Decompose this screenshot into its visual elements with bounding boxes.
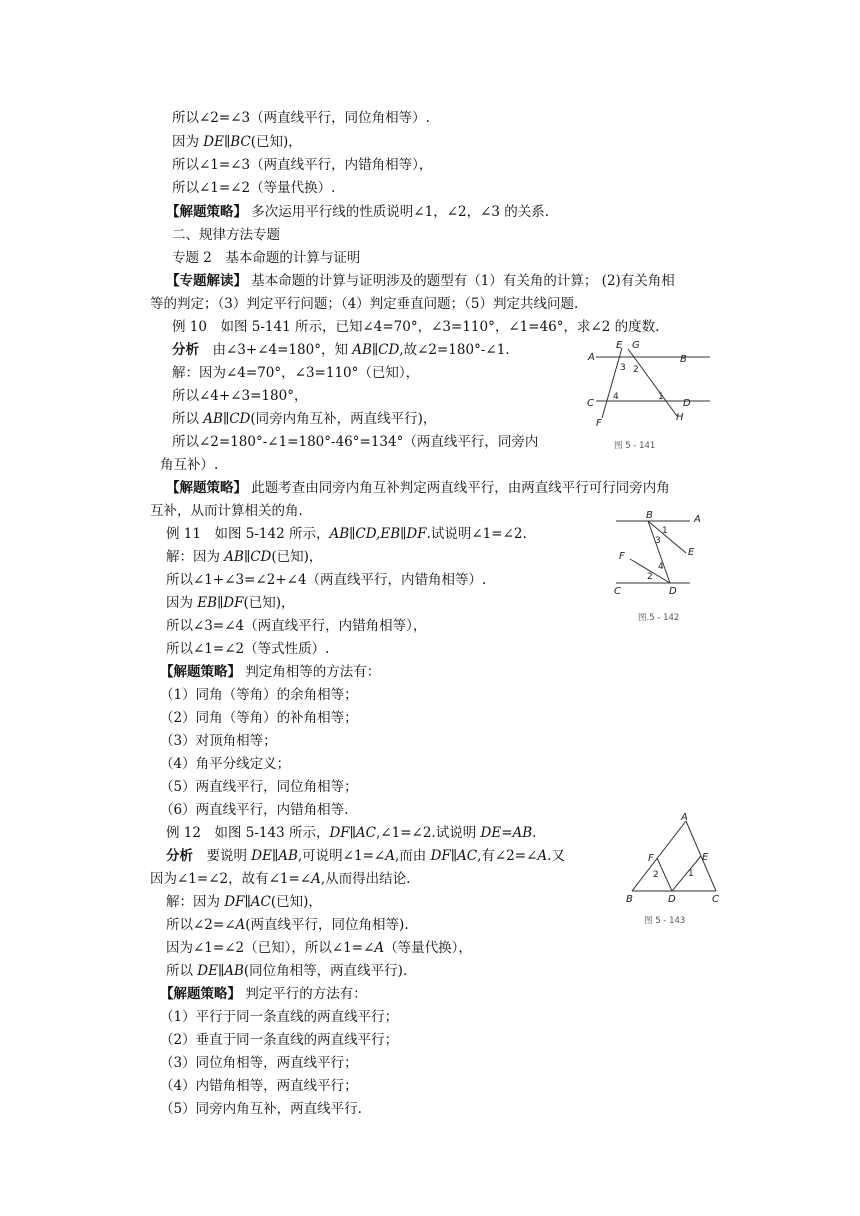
label-a: A (588, 352, 595, 363)
label-f: F (596, 418, 602, 429)
text-line: 解：因为∠4=70°，∠3=110°（已知）， (172, 365, 420, 381)
label-g: G (632, 340, 640, 351)
figure-5-143 (624, 810, 724, 930)
label-b: B (626, 894, 633, 905)
text: = (501, 825, 513, 841)
math: A (374, 940, 385, 956)
text: 判定平行的方法有： (241, 986, 367, 1002)
math: DE∥AB (197, 963, 244, 979)
text-line (166, 273, 675, 289)
text: .试说明∠1=∠2. (426, 526, 527, 542)
label-d: D (683, 398, 691, 409)
angle-1: 1 (658, 392, 664, 402)
math: DE∥BC (203, 134, 251, 150)
math: EB∥DF (197, 595, 244, 611)
text: 多次运用平行线的性质说明∠1，∠2，∠3 的关系. (247, 204, 550, 220)
angle-4: 4 (658, 562, 664, 572)
math: A (537, 848, 548, 864)
text: 基本命题的计算与证明涉及的题型有（1）有关角的计算； (2)有关角相 (247, 273, 675, 289)
math: A (385, 848, 395, 864)
section-heading: 二、规律方法专题 (172, 227, 280, 243)
text: .又 (547, 848, 565, 864)
label-h: H (676, 412, 684, 423)
angle-4: 4 (613, 392, 619, 402)
math: A (311, 871, 321, 887)
math: DF∥AC (224, 894, 271, 910)
math: DE (480, 825, 502, 841)
math: DF∥AC (430, 848, 478, 864)
math: AB∥CD,EB∥DF (329, 526, 427, 542)
text-line: 所以∠4+∠3=180°， (172, 388, 308, 404)
list-item: （4）内错角相等，两直线平行； (160, 1078, 358, 1094)
figure-5-141 (580, 336, 720, 461)
example-heading (166, 825, 536, 841)
example-heading: 例 10 如图 5-141 所示，已知∠4=70°，∠3=110°，∠1=46°，求∠2 的度数. (172, 319, 660, 335)
figure-caption: 图 5 - 141 (614, 441, 656, 451)
list-item: （1）平行于同一条直线的两直线平行； (160, 1009, 399, 1025)
text-line: 等的判定；（3）判定平行问题；（4）判定垂直问题；（5）判定共线问题. (150, 296, 579, 312)
text-line (166, 894, 322, 910)
strategy-line (166, 480, 670, 496)
list-item: （1）同角（等角）的余角相等； (160, 687, 358, 703)
angle-1: 1 (688, 869, 694, 879)
label-e: E (616, 340, 623, 351)
segment-de (672, 856, 701, 891)
math: A (235, 917, 246, 933)
text-line (166, 917, 409, 933)
text: ,可说明∠1=∠ (297, 848, 386, 864)
example-heading (166, 526, 527, 542)
text: 解：因为 (166, 894, 225, 910)
text-line (166, 595, 295, 611)
list-item: （6）两直线平行，内错角相等. (160, 802, 349, 818)
label-d: D (668, 894, 676, 905)
math: AB∥CD (224, 549, 272, 565)
label-e: E (702, 852, 709, 863)
strategy-heading: 【解题策略】 (166, 204, 247, 220)
strategy-heading: 【解题策略】 (160, 986, 241, 1002)
list-item: （5）同旁内角互补，两直线平行. (160, 1101, 362, 1117)
label-b: B (646, 510, 653, 521)
angle-2: 2 (653, 870, 659, 880)
text: ,从而得出结论. (320, 871, 411, 887)
text-line (166, 963, 407, 979)
text: (已知)， (271, 549, 323, 565)
list-item: （3）同位角相等，两直线平行； (160, 1055, 358, 1071)
text: 因为 (172, 134, 204, 150)
label-c: C (587, 398, 594, 409)
text: 要说明 (193, 848, 252, 864)
text: 解：因为 (166, 549, 225, 565)
list-item: （5）两直线平行，同位角相等； (160, 779, 358, 795)
strategy-line (160, 986, 367, 1002)
figure-5-142 (608, 507, 723, 627)
math: DF∥AC (329, 825, 376, 841)
list-item: （3）对顶角相等； (160, 733, 277, 749)
text-line: 所以∠1+∠3=∠2+∠4（两直线平行，内错角相等）. (166, 572, 487, 588)
strategy-line (166, 204, 549, 220)
label-a: A (694, 514, 701, 525)
list-item: （2）垂直于同一条直线的两直线平行； (160, 1032, 399, 1048)
figure-caption: 图.5 - 142 (638, 613, 680, 623)
label-c: C (614, 586, 621, 597)
text: (同旁内角互补，两直线平行)， (250, 411, 437, 427)
angle-2: 2 (647, 572, 653, 582)
label-f: F (619, 551, 625, 562)
topic-heading: 专题 2 基本命题的计算与证明 (172, 250, 361, 266)
text: (已知)， (270, 894, 322, 910)
label-e: E (688, 547, 695, 558)
strategy-heading: 【解题策略】 (166, 480, 247, 496)
label-c: C (712, 894, 719, 905)
list-item: （4）角平分线定义； (160, 756, 291, 772)
analysis-line (166, 848, 565, 864)
math: AB∥CD (203, 411, 251, 427)
strategy-line (160, 664, 380, 680)
label-d: D (669, 586, 677, 597)
math: AB (512, 825, 533, 841)
text-line: 所以∠2=180°-∠1=180°-46°=134°（两直线平行，同旁内 (172, 434, 539, 450)
text: 所以∠2=∠ (166, 917, 236, 933)
text: 例 11 如图 5-142 所示， (166, 526, 330, 542)
analysis-label: 分析 (172, 342, 199, 358)
topic-heading: 【专题解读】 (166, 273, 247, 289)
text-line (166, 549, 322, 565)
text: (已知)， (243, 595, 295, 611)
text: 所以 (166, 963, 198, 979)
text: (两直线平行，同位角相等). (245, 917, 409, 933)
text: (已知)， (250, 134, 302, 150)
text: ,有∠2=∠ (477, 848, 538, 864)
list-item: （2）同角（等角）的补角相等； (160, 710, 358, 726)
angle-2: 2 (633, 365, 639, 375)
text: 此题考查由同旁内角互补判定两直线平行，由两直线平行可行同旁内角 (247, 480, 670, 496)
text-line: 角互补）. (160, 457, 219, 473)
text: (同位角相等，两直线平行). (243, 963, 408, 979)
text-line: 所以∠1=∠2（等式性质）. (166, 641, 330, 657)
text-line: 所以∠2=∠3（两直线平行，同位角相等）. (172, 110, 430, 126)
text: ,而由 (394, 848, 431, 864)
angle-3: 3 (655, 536, 661, 546)
segment-df (657, 858, 672, 891)
text: . (532, 825, 537, 841)
text-line (166, 940, 472, 956)
text-line: 所以∠1=∠3（两直线平行，内错角相等）， (172, 157, 433, 173)
text: 判定角相等的方法有： (241, 664, 381, 680)
text: 因为 (166, 595, 198, 611)
text-line: 所以∠3=∠4（两直线平行，内错角相等）， (166, 618, 427, 634)
analysis-line (172, 342, 510, 358)
text: 例 12 如图 5-143 所示， (166, 825, 330, 841)
math: DE∥AB (251, 848, 298, 864)
text: 所以 (172, 411, 204, 427)
text: （等量代换）， (384, 940, 472, 956)
text-line (172, 134, 302, 150)
math: AB∥CD (352, 342, 400, 358)
analysis-label: 分析 (166, 848, 193, 864)
text: 因为∠1=∠2（已知），所以∠1=∠ (166, 940, 375, 956)
text-line: 互补，从而计算相关的角. (150, 503, 303, 519)
text-line: 所以∠1=∠2（等量代换）. (172, 180, 336, 196)
label-f: F (648, 853, 654, 864)
text: ,∠1=∠2.试说明 (376, 825, 481, 841)
side-ab (632, 821, 686, 891)
text: 因为∠1=∠2，故有∠1=∠ (150, 871, 312, 887)
text-line (172, 411, 436, 427)
angle-1: 1 (662, 526, 668, 536)
strategy-heading: 【解题策略】 (160, 664, 241, 680)
label-a: A (681, 812, 688, 823)
text-line (150, 871, 410, 887)
text: 由∠3+∠4=180°，知 (199, 342, 353, 358)
line-ef (602, 348, 622, 418)
angle-3: 3 (620, 363, 626, 373)
text: ,故∠2=180°-∠1. (399, 342, 510, 358)
label-b: B (680, 354, 687, 365)
line-gh (628, 349, 677, 416)
figure-caption: 图 5 - 143 (644, 916, 686, 926)
